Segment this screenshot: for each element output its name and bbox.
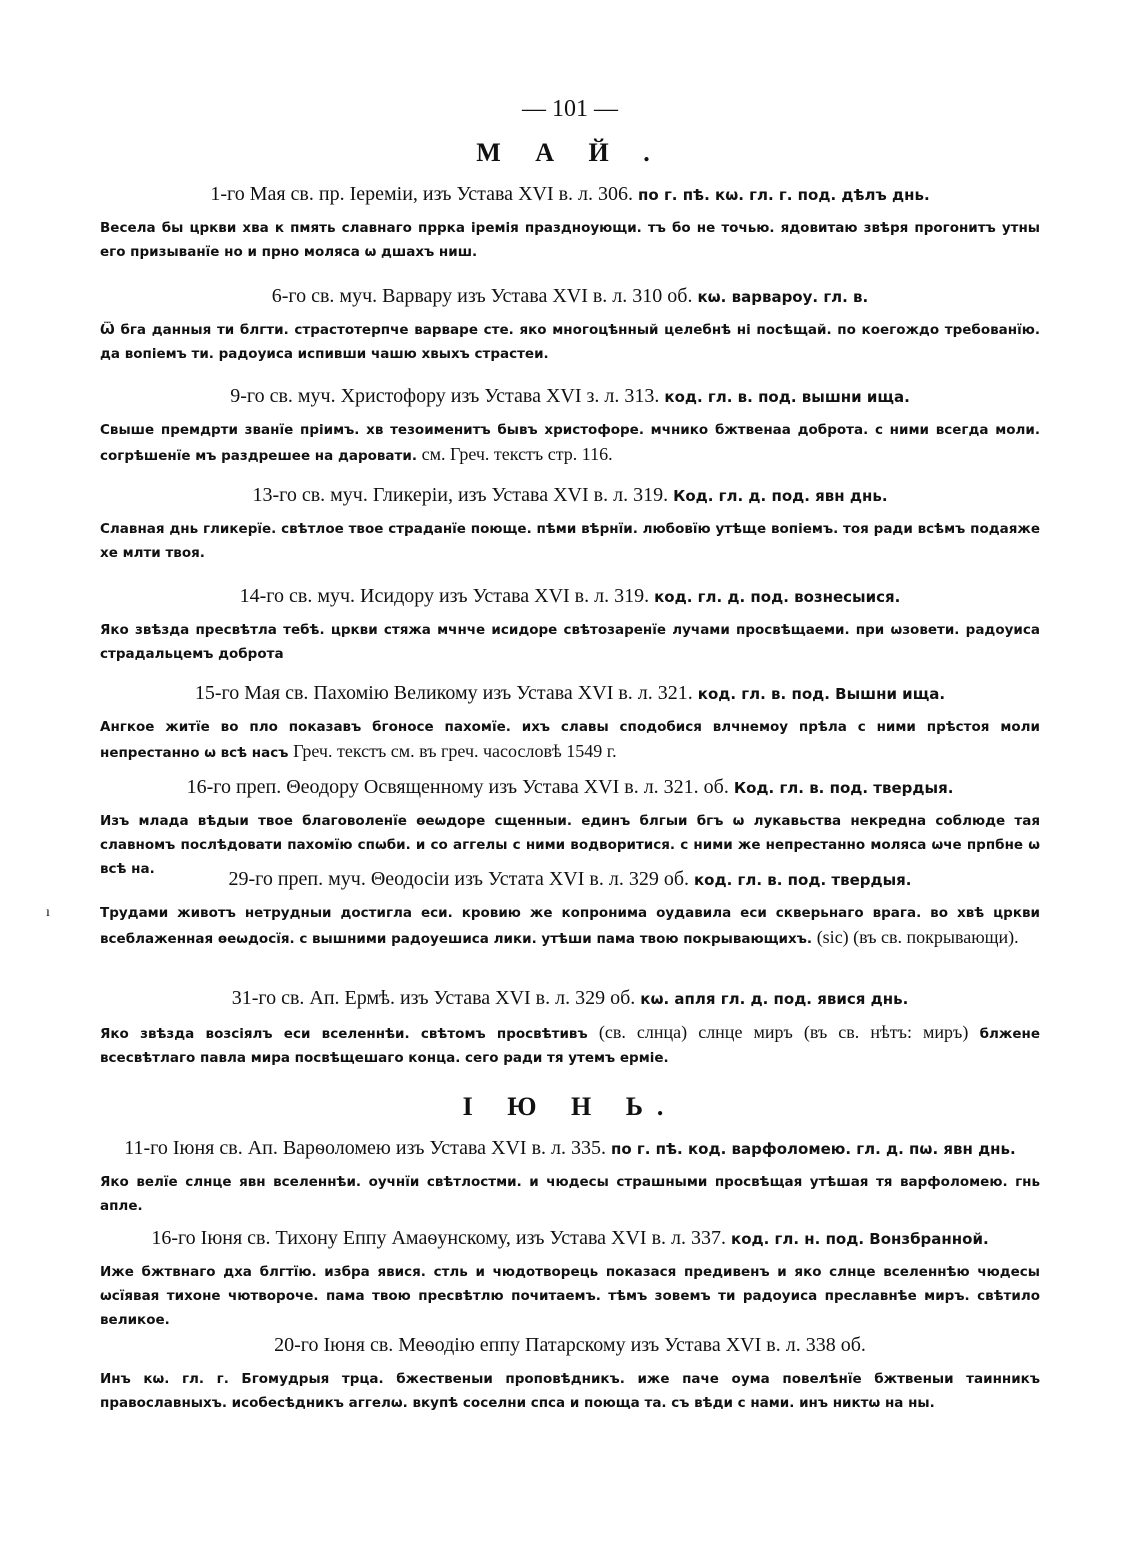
chant-text: Инъ кѡ. гл. г. Бгомудрыя трца. бжественыи проповѣдникъ. иже паче оума повелѣнїе бжтвеныи таинникъ православныхъ. исобесѣдникъ аггелѡ. вкупѣ соселни спса и поюща та. съ вѣди с нами. инъ никтѡ на ны. <box>100 1371 1040 1411</box>
chant-text: Ѿ бга данныя ти блгти. страстотерпче варваре сте. яко многоцѣнный целебнѣ ні посѣщай. по коегождо требованїю. да вопіемъ ти. радоуиса испивши чашю хвыхъ страстеи. <box>100 322 1040 362</box>
section-title-june: І Ю Н Ь. <box>462 1092 678 1121</box>
entry-may-1 <box>100 183 1040 264</box>
chant-text: Славная днь гликерїе. свѣтлое твое страданїе поюще. пѣми вѣрнїи. любовїю утѣще вопіемъ. тоя ради всѣмъ подаяже хе млти твоя. <box>100 521 1040 561</box>
chant-text <box>100 418 1040 468</box>
page-number: — 101 — <box>522 96 618 122</box>
heading-text: 9-го св. муч. Христофору изъ Устава XVI з. л. 313. <box>230 385 660 407</box>
entry-may-29 <box>100 868 1040 951</box>
heading-text: 15-го Мая св. Пахомію Великому изъ Устава XVI в. л. 321. <box>194 682 693 704</box>
entry-may-13 <box>100 484 1040 565</box>
entry-may-14 <box>100 585 1040 666</box>
entry-heading <box>100 682 1040 705</box>
heading-text: 1-го Мая св. пр. Іереміи, изъ Устава XVI в. л. 306. <box>210 183 634 205</box>
entry-may-15 <box>100 682 1040 765</box>
chant-body: Свыше премдрти званїе пріимъ. хв тезоименитъ бывъ христофоре. мчнико бжтвенаа доброта. с ними всегда моли. согрѣшенїе мъ раздрешее на даровати. <box>100 422 1040 464</box>
chant-body-end: блжене всесвѣтлаго павла мира посвѣщешаго конца. сего ради тя утемъ ерміе. <box>100 1026 1040 1066</box>
entry-heading <box>100 776 1040 799</box>
heading-reference: по г. пѣ. код. варфоломею. гл. д. пѡ. явн днь. <box>611 1140 1016 1158</box>
entry-heading <box>100 987 1040 1010</box>
chant-text: Яко звѣзда пресвѣтла тебѣ. цркви стяжа мчнче исидоре свѣтозаренїе лучами просвѣщаеми. при ѡзовети. радоуиса страдальцемъ доброта <box>100 622 1040 662</box>
chant-body: Яко звѣзда возсіялъ еси вселеннѣи. свѣтомъ просвѣтивъ <box>100 1026 588 1042</box>
chant-text <box>100 1020 1040 1070</box>
heading-reference: код. гл. в. под. Вышни ища. <box>697 685 946 703</box>
heading-reference: код. гл. н. под. Вонзбранной. <box>731 1230 989 1248</box>
heading-text: 29-го преп. муч. Θеодосіи изъ Устата XVI в. л. 329 об. <box>228 868 689 890</box>
entry-june-11 <box>100 1137 1040 1218</box>
entry-june-20 <box>100 1334 1040 1415</box>
heading-reference: Код. гл. в. под. твердыя. <box>733 779 954 797</box>
chant-body: Ангкое житїе во пло показавъ бгоносе пахомїе. ихъ славы сподобися влчнемоу прѣла с ними прѣстоя моли непрестанно ѡ всѣ насъ <box>100 719 1040 761</box>
entry-may-9 <box>100 385 1040 468</box>
chant-text: Иже бжтвнаго дха блгтїю. избра явися. стль и чюдотворець показася предивенъ и яко слнце вселеннѣю чюдесы ѡсїявая тихоне чютвороче. пама твою пресвѣтлю почитаемъ. тѣмъ зовемъ ти радоуиса преславнѣе миръ. свѣтило великое. <box>100 1264 1040 1328</box>
heading-reference: кѡ. варвароу. гл. в. <box>697 288 869 306</box>
chant-note: см. Греч. текстъ стр. 116. <box>421 444 613 464</box>
entry-heading <box>100 1137 1040 1160</box>
chant-text <box>100 715 1040 765</box>
entry-heading <box>100 285 1040 308</box>
entry-heading <box>100 585 1040 608</box>
entry-heading <box>100 1227 1040 1250</box>
heading-reference: код. гл. в. под. твердыя. <box>694 871 912 889</box>
entry-may-6 <box>100 285 1040 366</box>
heading-text: 31-го св. Ап. Ермѣ. изъ Устава XVI в. л. 329 об. <box>231 987 636 1009</box>
heading-text: 16-го преп. Θеодору Освященному изъ Устава XVI в. л. 321. об. <box>186 776 729 798</box>
chant-body: Трудами животъ нетрудныи достигла еси. кровию же копронима оудавила еси скверьнаго врага. во хвѣ цркви всеблаженная ѳеѡдосїя. с вышними радоуешиса лики. утѣши пама твою покрывающихъ. <box>100 905 1040 947</box>
heading-reference: по г. пѣ. кѡ. гл. г. под. дѣлъ днь. <box>638 186 930 204</box>
entry-june-16 <box>100 1227 1040 1332</box>
entry-heading: 20-го Іюня св. Меѳодію еппу Патарскому изъ Устава XVI в. л. 338 об. <box>274 1334 866 1356</box>
entry-may-31 <box>100 987 1040 1070</box>
heading-reference: кѡ. апля гл. д. под. явися днь. <box>640 990 909 1008</box>
chant-text <box>100 901 1040 951</box>
heading-text: 14-го св. муч. Исидору изъ Устава XVI в. л. 319. <box>239 585 650 607</box>
chant-note: (sic) (въ св. покрывающи). <box>816 927 1019 947</box>
heading-text: 6-го св. муч. Варвару изъ Устава XVI в. л. 310 об. <box>271 285 693 307</box>
heading-reference: код. гл. в. под. вышни ища. <box>664 388 910 406</box>
entry-heading <box>100 385 1040 408</box>
heading-text: 13-го св. муч. Гликеріи, изъ Устава XVI в. л. 319. <box>252 484 669 506</box>
heading-text: 11-го Іюня св. Ап. Варѳоломею изъ Устава XVI в. л. 335. <box>124 1137 606 1159</box>
chant-text: Яко велїе слнце явн вселеннѣи. оучнїи свѣтлостми. и чюдесы страшными просвѣщая утѣшая тя варфоломею. гнь апле. <box>100 1174 1040 1214</box>
margin-mark: ı <box>46 905 50 920</box>
entry-may-16 <box>100 776 1040 881</box>
chant-note: (св. слнца) слнце миръ (въ св. нѣтъ: миръ) <box>598 1022 969 1042</box>
entry-heading <box>100 868 1040 891</box>
chant-note: Греч. текстъ см. въ греч. часословѣ 1549 г. <box>293 741 617 761</box>
chant-text: Весела бы цркви хва к пмять славнаго пррка іремія праздноующи. тъ бо не точью. ядовитаю звѣря прогонитъ утны его призыванїе но и прно моляса ѡ дшахъ ниш. <box>100 220 1040 260</box>
section-title-may: М А Й . <box>476 138 664 167</box>
heading-reference: код. гл. д. под. вознесыися. <box>654 588 901 606</box>
entry-heading <box>100 183 1040 206</box>
chant-text: Изъ млада вѣдыи твое благоволенїе ѳеѡдоре сщенныи. единъ блгыи бгъ ѡ лукавьства некредна соблюде тая славномъ послѣдовати пахомїю спѡби. и со аггелы с ними водворитися. с ними же непрестанно моляса ѡче прпбне ѡ всѣ на. <box>100 813 1040 877</box>
heading-text: 16-го Іюня св. Тихону Еппу Амаѳунскому, изъ Устава XVI в. л. 337. <box>151 1227 727 1249</box>
heading-reference: Код. гл. д. под. явн днь. <box>673 487 888 505</box>
entry-heading <box>100 484 1040 507</box>
